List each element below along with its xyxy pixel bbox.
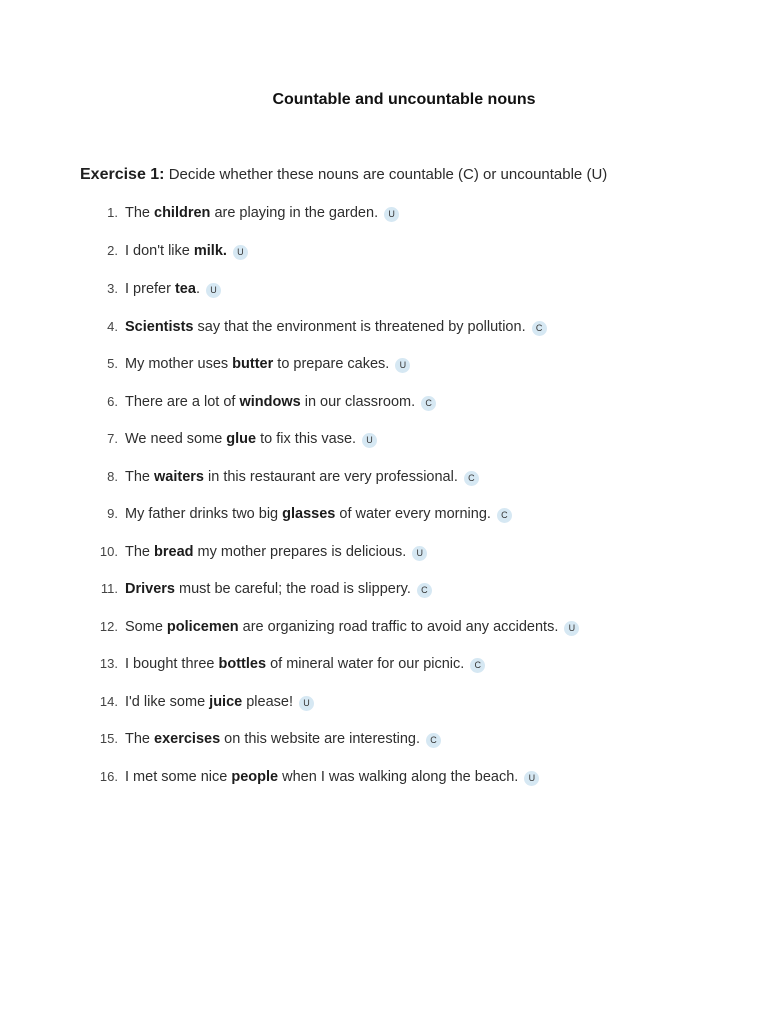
page-title: Countable and uncountable nouns	[272, 91, 536, 108]
item-number: 16.	[99, 769, 118, 784]
item-number: 5.	[107, 356, 118, 371]
item-sentence	[125, 467, 479, 487]
item-sentence	[125, 392, 436, 412]
answer-badge[interactable]: C	[417, 583, 432, 598]
target-noun: bottles	[218, 656, 267, 672]
item-number: 9.	[107, 506, 118, 521]
sentence-after: of mineral water for our picnic.	[266, 656, 465, 672]
exercise-label: Exercise 1:	[80, 166, 165, 183]
sentence-after: to prepare cakes.	[273, 356, 390, 372]
sentence-after: my mother prepares is delicious.	[193, 544, 407, 560]
item-number: 7.	[107, 431, 118, 446]
item-number: 15.	[99, 731, 118, 746]
item-sentence	[125, 317, 547, 337]
item-number: 8.	[107, 469, 118, 484]
item-number: 2.	[107, 243, 118, 258]
item-number: 14.	[99, 694, 118, 709]
target-noun: juice	[209, 694, 243, 710]
item-sentence	[125, 617, 579, 637]
item-number: 11.	[100, 581, 118, 596]
target-noun: bread	[154, 544, 194, 560]
sentence-before: I met some nice	[125, 769, 232, 785]
target-noun: exercises	[154, 731, 221, 747]
sentence-before: There are a lot of	[125, 394, 240, 410]
target-noun: waiters	[154, 469, 204, 485]
sentence-after: are playing in the garden.	[210, 205, 379, 221]
item-sentence	[125, 354, 410, 374]
item-sentence	[125, 654, 485, 674]
sentence-before: The	[125, 205, 155, 221]
item-sentence	[125, 241, 248, 261]
answer-badge[interactable]: U	[412, 546, 427, 561]
sentence-before: We need some	[125, 431, 227, 447]
answer-badge[interactable]: C	[421, 396, 436, 411]
item-sentence	[125, 203, 399, 223]
sentence-before: I bought three	[125, 656, 219, 672]
target-noun: people	[231, 769, 279, 785]
target-noun: policemen	[166, 619, 239, 635]
sentence-before: My father drinks two big	[125, 506, 283, 522]
target-noun: Scientists	[125, 319, 194, 335]
sentence-after: please!	[242, 694, 294, 710]
item-sentence	[125, 542, 427, 562]
sentence-before: The	[125, 544, 155, 560]
target-noun: windows	[239, 394, 301, 410]
item-number: 4.	[107, 319, 118, 334]
item-sentence	[125, 767, 539, 787]
answer-badge[interactable]: U	[299, 696, 314, 711]
sentence-after: in this restaurant are very professional.	[204, 469, 458, 485]
answer-badge[interactable]: U	[206, 283, 221, 298]
sentence-before: Some	[125, 619, 167, 635]
answer-badge[interactable]: C	[426, 733, 441, 748]
sentence-after: on this website are interesting.	[220, 731, 421, 747]
sentence-after: must be careful; the road is slippery.	[174, 581, 411, 597]
answer-badge[interactable]: C	[470, 658, 485, 673]
sentence-after: to fix this vase.	[256, 431, 357, 447]
target-noun: glue	[226, 431, 257, 447]
target-noun: children	[154, 205, 211, 221]
sentence-before: I'd like some	[125, 694, 210, 710]
sentence-after: when I was walking along the beach.	[278, 769, 519, 785]
answer-badge[interactable]: C	[532, 321, 547, 336]
item-sentence	[125, 729, 441, 749]
sentence-after: of water every morning.	[335, 506, 491, 522]
item-number: 10.	[99, 544, 118, 559]
answer-badge[interactable]: U	[524, 771, 539, 786]
sentence-before: I prefer	[125, 281, 175, 297]
answer-badge[interactable]: U	[362, 433, 377, 448]
sentence-before: The	[125, 469, 155, 485]
item-sentence	[125, 279, 221, 299]
item-number: 1.	[107, 205, 118, 220]
item-number: 13.	[99, 656, 118, 671]
answer-badge[interactable]: U	[395, 358, 410, 373]
item-sentence	[125, 692, 314, 712]
target-noun: glasses	[282, 506, 336, 522]
sentence-after: in our classroom.	[300, 394, 416, 410]
target-noun: Drivers	[125, 581, 175, 597]
sentence-before: My mother uses	[125, 356, 233, 372]
sentence-after: say that the environment is threatened by pollution.	[193, 319, 526, 335]
item-number: 3.	[107, 281, 118, 296]
answer-badge[interactable]: U	[384, 207, 399, 222]
item-sentence	[125, 579, 432, 599]
item-sentence	[125, 429, 377, 449]
sentence-after: are organizing road traffic to avoid any accidents.	[238, 619, 559, 635]
instruction-text: Decide whether these nouns are countable (C) or uncountable (U)	[168, 166, 608, 183]
target-noun: milk.	[193, 243, 227, 259]
item-sentence	[125, 504, 512, 524]
item-number: 6.	[107, 394, 118, 409]
answer-badge[interactable]: C	[497, 508, 512, 523]
answer-badge[interactable]: U	[233, 245, 248, 260]
target-noun: butter	[232, 356, 274, 372]
answer-badge[interactable]: C	[464, 471, 479, 486]
exercise-instruction	[80, 166, 607, 184]
sentence-before: The	[125, 731, 155, 747]
sentence-after: .	[195, 281, 200, 297]
sentence-before: I don't like	[125, 243, 194, 259]
answer-badge[interactable]: U	[564, 621, 579, 636]
item-number: 12.	[99, 619, 118, 634]
target-noun: tea	[174, 281, 196, 297]
